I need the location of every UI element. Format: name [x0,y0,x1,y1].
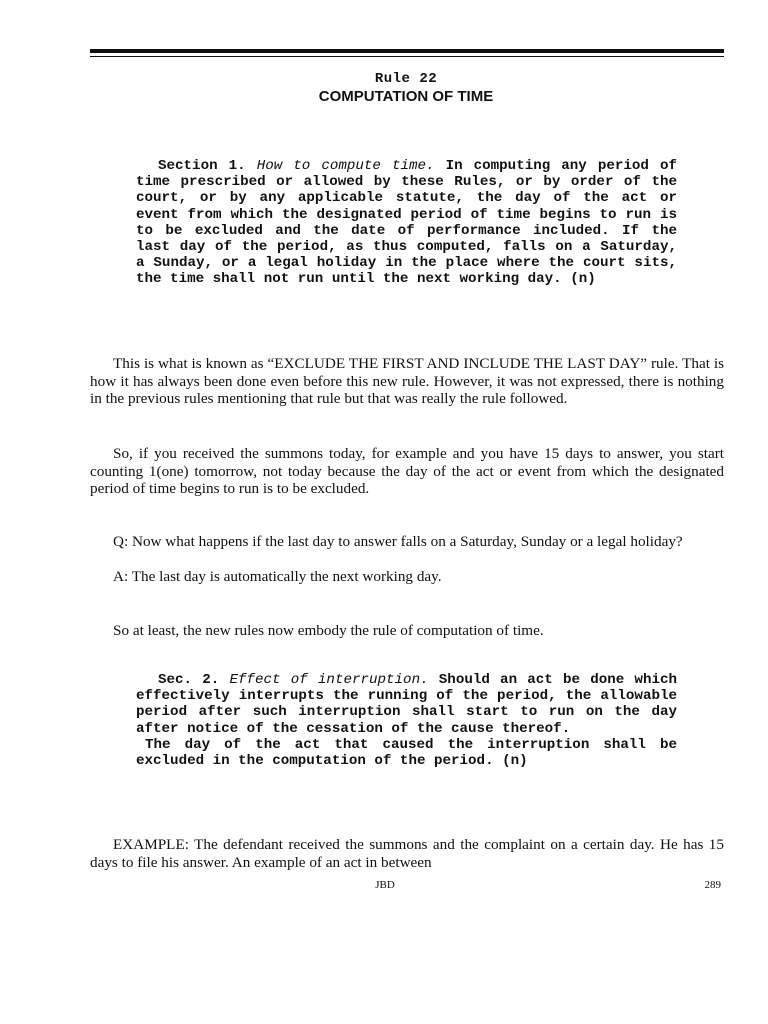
paragraph-summons-example: So, if you received the summons today, for example and you have 15 days to answer, you start counting 1(one) tomorrow, not today because the day of the act or event from which the designated period of time begins to run is to be excluded. [90,445,724,497]
rule-number: Rule 22 [374,71,438,87]
header-rule-thin [90,56,724,57]
page-number: 289 [704,879,721,891]
section-1-title: How to compute time. [256,158,435,174]
section-1-number: Section 1. [158,158,246,174]
section-2-number: Sec. 2. [158,672,220,688]
section-1-text: In computing any period of time prescribed or allowed by these Rules, or by order of the court, or by any applicable statute, the day of the act or event from which the designated period of time begins to run is to be excluded and the date of performance included. If the last day of the period, as thus computed, falls on a Saturday, a Sunday, or a legal holiday in the place where the court sits, the time shall not run until the next working day. (n) [136,158,677,288]
question: Q: Now what happens if the last day to answer falls on a Saturday, Sunday or a legal holiday? [113,533,683,550]
section-1-block [136,158,677,288]
section-2-text-2: The day of the act that caused the interruption shall be excluded in the computation of the period. (n) [136,736,677,770]
paragraph-exclude-first: This is what is known as “EXCLUDE THE FIRST AND INCLUDE THE LAST DAY” rule. That is how it has always been done even before this new rule. However, it was not expressed, there is nothing in the previous rules mentioning that rule but that was really the rule followed. [90,355,724,407]
section-2-text-1: Should an act be done which effectively interrupts the running of the period, the allowable period after such interruption shall start to run on the day after notice of the cessation of the cause thereof. [136,672,677,737]
rule-title: COMPUTATION OF TIME [318,88,494,105]
section-2-block [136,672,677,769]
footer-label: JBD [375,879,395,891]
header-rule-thick [90,49,724,53]
paragraph-new-rules: So at least, the new rules now embody the rule of computation of time. [113,622,544,639]
section-2-title: Effect of interruption. [229,672,429,688]
answer: A: The last day is automatically the next working day. [113,568,442,585]
paragraph-example: EXAMPLE: The defendant received the summons and the complaint on a certain day. He has 15 days to file his answer. An example of an act in between [90,836,724,871]
